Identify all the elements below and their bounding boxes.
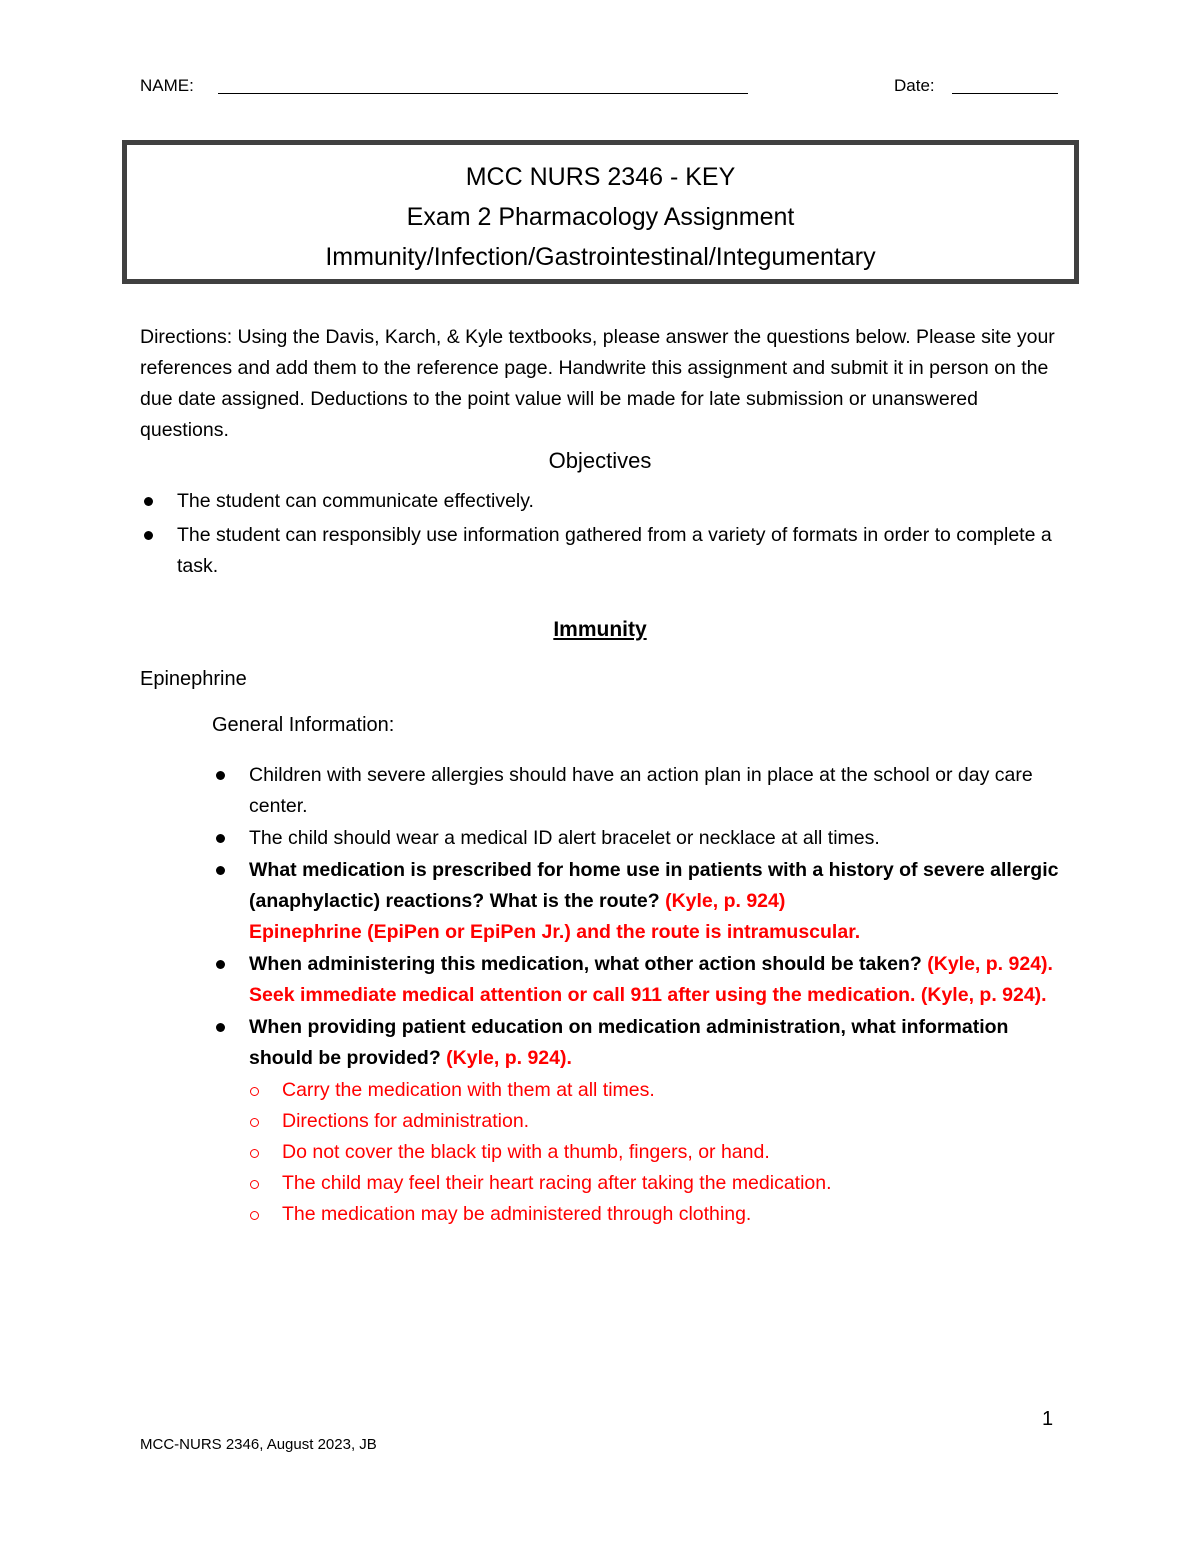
hollow-bullet-icon [250, 1211, 259, 1220]
hollow-bullet-icon [250, 1149, 259, 1158]
answer-sub-item: Do not cover the black tip with a thumb, fingers, or hand. [212, 1137, 1072, 1168]
name-blank-line [218, 93, 748, 94]
question-reference: (Kyle, p. 924). [440, 1047, 572, 1069]
assignment-title: Exam 2 Pharmacology Assignment [406, 203, 795, 231]
bullet-icon [216, 1023, 225, 1032]
drug-name: Epinephrine [140, 668, 247, 690]
answer-text: Epinephrine (EpiPen or EpiPen Jr.) and the route is intramuscular. [249, 921, 861, 943]
hollow-bullet-icon [250, 1087, 259, 1096]
page-number: 1 [1042, 1408, 1054, 1430]
bullet-icon [144, 531, 153, 540]
general-info-list [212, 760, 1072, 1230]
name-label: NAME: [140, 76, 194, 95]
hollow-bullet-icon [250, 1118, 259, 1127]
question-item [212, 949, 1072, 1011]
date-blank-line [952, 93, 1058, 94]
course-title: MCC NURS 2346 - KEY [465, 163, 736, 191]
question-item [212, 855, 1072, 948]
footer-text: MCC-NURS 2346, August 2023, JB [140, 1436, 377, 1453]
date-label: Date: [894, 76, 935, 95]
bullet-icon [216, 866, 225, 875]
directions-paragraph: Directions: Using the Davis, Karch, & Kyle textbooks, please answer the questions below. Please site your references and add them to the reference page. Handwrite this assignment and submit it in person on the due date assigned. Deductions to the point value will be made for late submission or unanswered questions. [140, 326, 1055, 441]
topics-title: Immunity/Infection/Gastrointestinal/Integumentary [325, 243, 876, 271]
question-text: What medication is prescribed for home use in patients with a history of severe allergic (anaphylactic) reactions? What is the route? [249, 859, 1059, 912]
question-text: When providing patient education on medication administration, what information should be provided? [249, 1016, 1009, 1069]
general-info-label: General Information: [212, 714, 395, 736]
question-reference: (Kyle, p. 924) [659, 890, 786, 912]
title-box [122, 140, 1079, 284]
list-item: The student can communicate effectively. [140, 486, 1070, 517]
bullet-icon [216, 834, 225, 843]
answer-text: Seek immediate medical attention or call 911 after using the medication. (Kyle, p. 924). [249, 984, 1047, 1006]
objectives-list [140, 486, 1070, 585]
section-heading: Immunity [553, 618, 647, 641]
answer-sub-item: The medication may be administered through clothing. [212, 1199, 1072, 1230]
header-line [140, 76, 1060, 100]
question-text: When administering this medication, what other action should be taken? [249, 953, 922, 975]
bullet-icon [216, 960, 225, 969]
list-item: Children with severe allergies should have an action plan in place at the school or day care center. [212, 760, 1072, 822]
answer-sub-item: Directions for administration. [212, 1106, 1072, 1137]
list-item: The child should wear a medical ID alert bracelet or necklace at all times. [212, 823, 1072, 854]
answer-sub-item: Carry the medication with them at all times. [212, 1075, 1072, 1106]
question-reference: (Kyle, p. 924). [921, 953, 1053, 975]
hollow-bullet-icon [250, 1180, 259, 1189]
bullet-icon [216, 771, 225, 780]
question-item [212, 1012, 1072, 1074]
objectives-heading: Objectives [548, 448, 652, 473]
answer-sub-item: The child may feel their heart racing after taking the medication. [212, 1168, 1072, 1199]
bullet-icon [144, 497, 153, 506]
list-item: The student can responsibly use information gathered from a variety of formats in order to complete a task. [140, 520, 1070, 582]
